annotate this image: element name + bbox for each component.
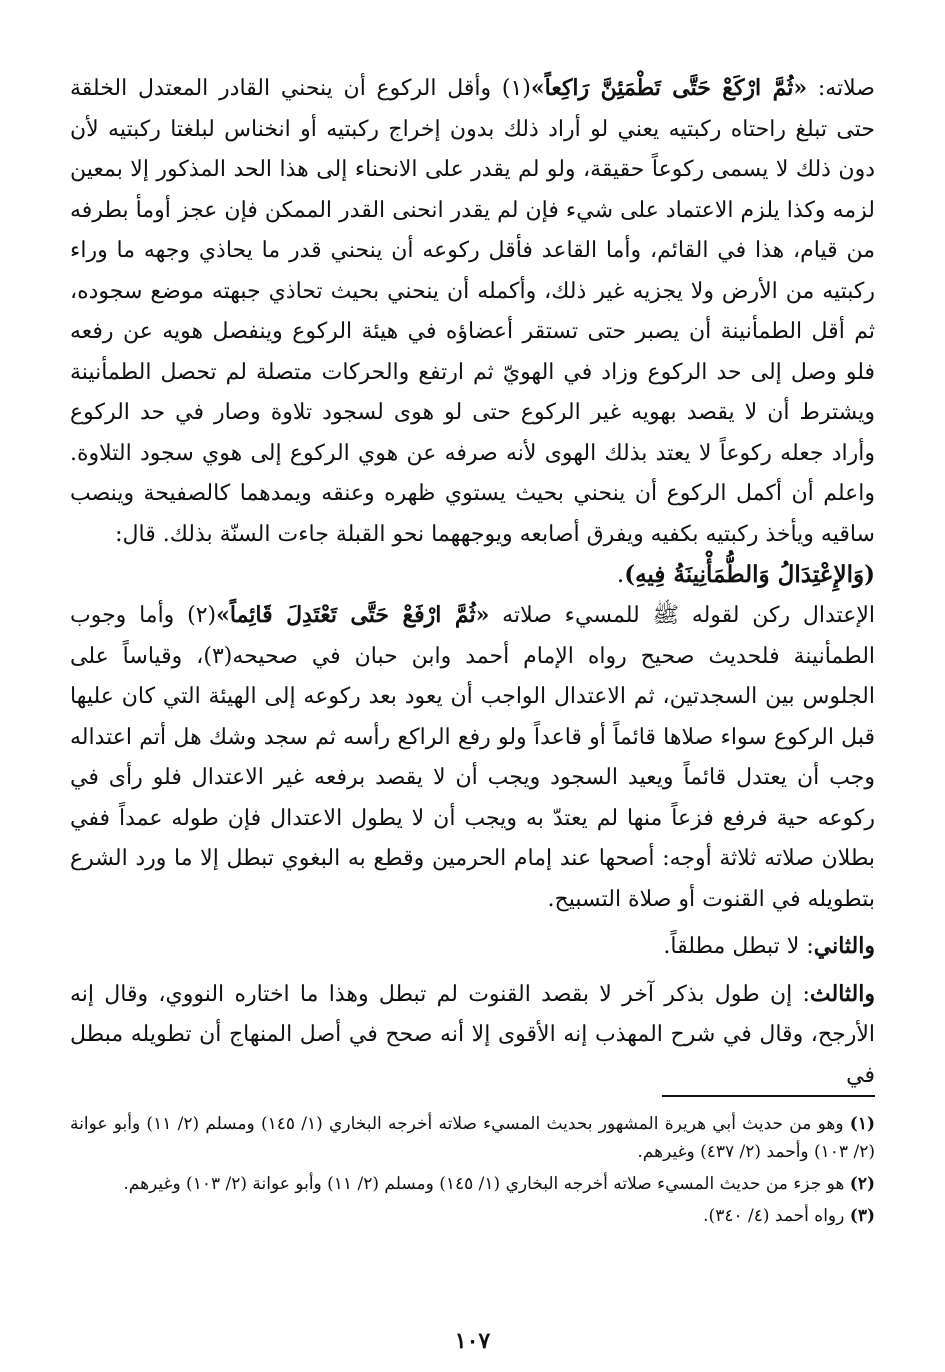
- footnote-ref: (٣): [203, 643, 233, 669]
- footnote-text: رواه أحمد (٤/ ٣٤٠).: [703, 1206, 845, 1226]
- page-number: ١٠٧: [454, 1328, 491, 1354]
- footnote-number: (١): [849, 1114, 876, 1134]
- paragraph-itidal: [70, 595, 875, 920]
- paragraph-second-view: [70, 926, 875, 968]
- footnote-number: (٢): [849, 1174, 875, 1194]
- main-text: [70, 68, 875, 1096]
- paragraph-text: : إن طول بذكر آخر لا بقصد القنوت لم تبطل وهذا ما اختاره النووي، وقال إنه الأرجح، وقال في شرح المهذب إنه الأقوى إلا أنه صحح في أصل المنهاج أن تطويله مبطل في: [70, 981, 875, 1088]
- paragraph-lead: والثالث: [809, 980, 875, 1007]
- matn-period: .: [616, 562, 625, 588]
- footnote-ref: (٢): [187, 603, 217, 628]
- footnote-ref: (١): [501, 76, 531, 101]
- hadith-quote: «ثُمَّ ارْكَعْ حَتَّى تَطْمَئِنَّ رَاكِعاً»: [530, 75, 808, 101]
- footnote: [70, 1110, 875, 1166]
- paragraph-ruku: [70, 68, 875, 555]
- footnote-text: وهو من حديث أبي هريرة المشهور بحديث المسيء صلاته أخرجه البخاري (١/ ١٤٥) ومسلم (٢/ ١١) وأبو عوانة (٢/ ١٠٣) وأحمد (٢/ ٤٣٧) وغيرهم.: [70, 1114, 875, 1162]
- paragraph-prefix: صلاته:: [807, 76, 875, 101]
- footnote-number: (٣): [849, 1206, 875, 1226]
- paragraph-text: وأما وجوب الطمأنينة فلحديث صحيح رواه الإمام أحمد وابن حبان في صحيحه: [70, 603, 876, 669]
- footnote: [70, 1202, 875, 1230]
- paragraph-text: ، وقياساً على الجلوس بين السجدتين، ثم الاعتدال الواجب أن يعود بعد ركوعه إلى الهيئة التي كان عليها قبل الركوع سواء صلاها قائماً أو قاعداً ولو رفع الراكع رأسه ثم سجد وشك هل أتم اعتداله وجب أن يعتدل قائماً ويعيد السجود ويجب أن لا يقصد برفعه غير الاعتدال فلو رأى في ركوعه حية فرفع فزعاً منها لم يعتدّ به ويجب أن لا يطول الاعتدال فإن طوله عمداً ففي بطلان صلاته ثلاثة أوجه: أصحها عند إمام الحرمين وقطع به البغوي تبطل إلا ما ورد الشرع بتطويله في القنوت أو صلاة التسبيح.: [70, 643, 875, 912]
- hadith-quote: «ثُمَّ ارْفَعْ حَتَّى تَعْتَدِلَ قَائِماً»: [216, 602, 490, 628]
- page-body: [70, 68, 875, 1096]
- footnote-separator: [662, 1095, 875, 1097]
- footnote-text: هو جزء من حديث المسيء صلاته أخرجه البخاري (١/ ١٤٥) ومسلم (٢/ ١١) وأبو عوانة (٢/ ١٠٣) وغيرهم.: [123, 1174, 845, 1194]
- footnote: [70, 1170, 875, 1198]
- paragraph-lead: والثاني: [813, 933, 875, 959]
- paragraph-prefix: الإعتدال ركن لقوله ﷺ للمسيء صلاته: [489, 603, 875, 628]
- paragraph-text: : لا تبطل مطلقاً.: [663, 934, 814, 959]
- matn-line: [70, 555, 875, 595]
- paragraph-text: وأقل الركوع أن ينحني القادر المعتدل الخلقة حتى تبلغ راحتاه ركبتيه يعني لو أراد ذلك بدون إخراج ركبتيه أو انخناس لبلغتا ركبتيه لأن دون ذلك لا يسمى ركوعاً حقيقة، ولو لم يقدر على الانحناء إلى هذا الحد المذكور إلا بمعين لزمه وكذا يلزم الاعتماد على شيء فإن لم يقدر انحنى القدر الممكن فإن عجز أومأ بطرفه من قيام، هذا في القائم، وأما القاعد فأقل ركوعه أن ينحني قدر ما يحاذي وجهه ما وراء ركبتيه من الأرض ولا يجزيه غير ذلك، وأكمله أن ينحني بحيث تحاذي جبهته موضع سجوده، ثم أقل الطمأنينة أن يصبر حتى تستقر أعضاؤه في هيئة الركوع وينفصل هويه عن رفعه فلو وصل إلى حد الركوع وزاد في الهويّ ثم ارتفع والحركات متصلة لم تحصل الطمأنينة ويشترط أن لا يقصد بهويه غير الركوع حتى لو هوى لسجود تلاوة وصار في حد الركوع وأراد جعله ركوعاً لا يعتد بذلك الهوى لأنه صرفه عن هوي الركوع إلى هوي سجود التلاوة. واعلم أن أكمل الركوع أن ينحني بحيث يستوي ظهره وعنقه ويمدهما كالصفيحة وينصب ساقيه ويأخذ ركبتيه بكفيه ويفرق أصابعه ويوجههما نحو القبلة جاءت السنّة بذلك. قال:: [70, 76, 875, 547]
- matn-text: (وَالإِعْتِدَالُ وَالطُّمَأْنِينَةُ فِيهِ): [624, 561, 875, 588]
- footnotes: [70, 1110, 875, 1234]
- paragraph-third-view: [70, 974, 875, 1097]
